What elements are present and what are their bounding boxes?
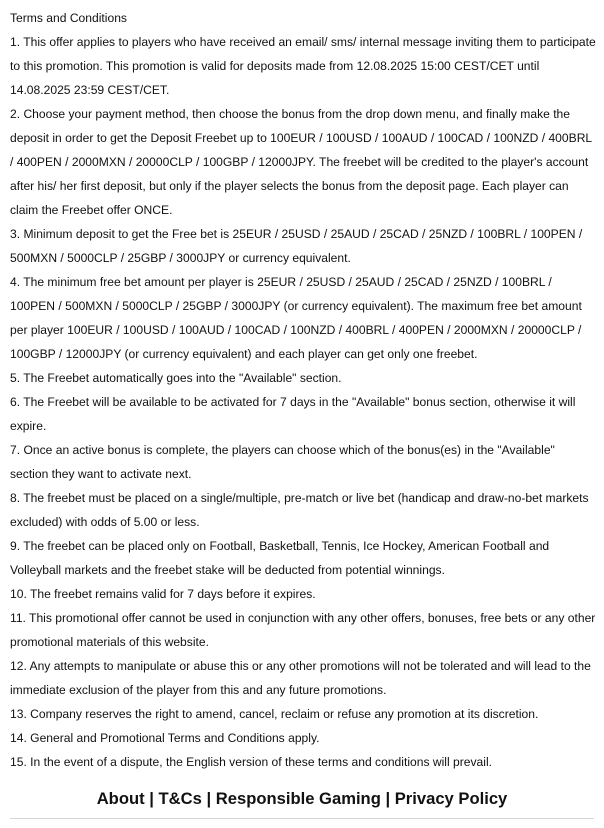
privacy-policy-link[interactable]: Privacy Policy [394, 789, 508, 808]
terms-item-5: 5. The Freebet automatically goes into the "Available" section. [10, 371, 342, 385]
terms-item-9: 9. The freebet can be placed only on Football, Basketball, Tennis, Ice Hockey, American Football and Volleyball markets and the freebet stake will be deducted from potential winnings. [10, 539, 550, 577]
footer-separator: | [385, 789, 391, 808]
terms-title: Terms and Conditions [10, 11, 127, 25]
terms-item-13: 13. Company reserves the right to amend, cancel, reclaim or refuse any promotion at its discretion. [10, 707, 539, 721]
terms-item-6: 6. The Freebet will be available to be activated for 7 days in the "Available" bonus section, otherwise it will expire. [10, 395, 576, 433]
terms-item-10: 10. The freebet remains valid for 7 days before it expires. [10, 587, 316, 601]
terms-item-4: 4. The minimum free bet amount per player is 25EUR / 25USD / 25AUD / 25CAD / 25NZD / 100BRL / 100PEN / 500MXN / 5000CLP / 25GBP / 3000JPY (or currency equivalent). The maximum free bet amount per player 100EUR / 100USD / 100AUD / 100CAD / 100NZD / 400BRL / 400PEN / 2000MXN / 20000CLP / 100GBP / 12000JPY (or currency equivalent) and each player can get only one freebet. [10, 275, 582, 361]
terms-item-14: 14. General and Promotional Terms and Conditions apply. [10, 731, 320, 745]
terms-item-2: 2. Choose your payment method, then choose the bonus from the drop down menu, and finally make the deposit in order to get the Deposit Freebet up to 100EUR / 100USD / 100AUD / 100CAD / 100NZD / 400BRL / 400PEN / 2000MXN / 20000CLP / 100GBP / 12000JPY. The freebet will be credited to the player's account after his/ her first deposit, but only if the player selects the bonus from the deposit page. Each player can claim the Freebet offer ONCE. [10, 107, 592, 217]
footer-separator: | [149, 789, 154, 808]
terms-item-3: 3. Minimum deposit to get the Free bet is 25EUR / 25USD / 25AUD / 25CAD / 25NZD / 100BRL / 100PEN / 500MXN / 5000CLP / 25GBP / 3000JPY or currency equivalent. [10, 227, 583, 265]
footer-links [0, 787, 604, 811]
terms-item-8: 8. The freebet must be placed on a single/multiple, pre-match or live bet (handicap and draw-no-bet markets excluded) with odds of 5.00 or less. [10, 491, 589, 529]
about-link[interactable]: About [96, 789, 145, 808]
terms-item-7: 7. Once an active bonus is complete, the players can choose which of the bonus(es) in the "Available" section they want to activate next. [10, 443, 555, 481]
footer-divider [10, 818, 594, 819]
terms-item-12: 12. Any attempts to manipulate or abuse this or any other promotions will not be tolerated and will lead to the immediate exclusion of the player from this and any future promotions. [10, 659, 591, 697]
footer-separator: | [206, 789, 212, 808]
terms-item-15: 15. In the event of a dispute, the English version of these terms and conditions will prevail. [10, 755, 493, 769]
terms-item-11: 11. This promotional offer cannot be used in conjunction with any other offers, bonuses, free bets or any other promotional materials of this website. [10, 611, 596, 649]
terms-link[interactable]: T&Cs [158, 789, 202, 808]
terms-item-1: 1. This offer applies to players who have received an email/ sms/ internal message inviting them to participate to this promotion. This promotion is valid for deposits made from 12.08.2025 15:00 CEST/CET until 14.08.2025 23:59 CEST/CET. [10, 35, 596, 97]
terms-and-conditions [10, 6, 596, 774]
responsible-gaming-link[interactable]: Responsible Gaming [215, 789, 381, 808]
